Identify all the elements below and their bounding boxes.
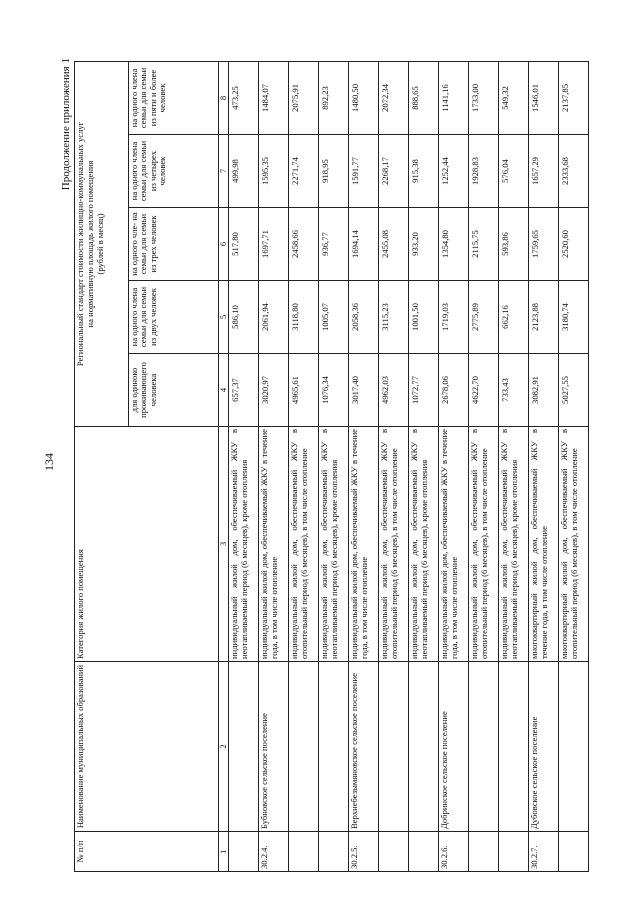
housing-cost-table [74,61,589,872]
row-value: 2061,94 [259,281,289,354]
table-row [559,61,589,871]
row-municipality: Добринское сельское поселение [439,662,469,832]
header-col4: для одиноко проживающего человека [129,354,219,427]
row-municipality [409,662,439,832]
row-value: 586,10 [229,281,259,354]
header-num: № п/п [75,832,219,872]
header-regional-line1: Региональный стандарт стоимости жилищно-коммунальных услуг [75,121,85,367]
row-number: 30.2.6. [439,832,469,872]
table-row [469,61,499,871]
row-municipality [319,662,349,832]
row-number: 30.2.5. [349,832,379,872]
row-value: 3118,80 [289,281,319,354]
table-row [289,61,319,871]
row-value: 1252,44 [439,135,469,208]
header-regional-standard [75,61,129,426]
row-municipality [559,662,589,832]
table-row [439,61,469,871]
row-category: индивидуальный жилой дом, обеспечиваемый ЖКУ в течение года, в том числе отопление [259,427,289,662]
row-municipality: Дубовское сельское поселение [529,662,559,832]
page-number: 134 [42,453,56,471]
row-value: 1694,14 [349,208,379,281]
row-municipality [289,662,319,832]
row-value: 2458,66 [289,208,319,281]
header-regional-line2: на нормативную площадь жилого помещения [84,160,95,328]
row-number: 30.2.7. [529,832,559,872]
table-row [319,61,349,871]
table-body [229,61,589,871]
row-category: индивидуальный жилой дом, обеспечиваемый ЖКУ в неотапливаемый период (6 месяцев), кроме отопления [229,427,259,662]
table-row [409,61,439,871]
row-category: индивидуальный жилой дом, обеспечиваемый ЖКУ в течение года, в том числе отопление [349,427,379,662]
row-value: 2072,34 [379,61,409,134]
header-col8: на одного члена семьи для семьи из пяти и более человек [129,61,219,134]
column-number-row [219,61,229,871]
header-regional-line3: (рублей в месяц) [94,213,105,275]
row-value: 5027,55 [559,354,589,427]
row-category: индивидуальный жилой дом, обеспечиваемый ЖКУ в отопительный период (6 месяцев), в том числе отопление [379,427,409,662]
row-value: 1076,34 [319,354,349,427]
row-value: 517,80 [229,208,259,281]
row-value: 1928,83 [469,135,499,208]
rotated-content [40,52,600,872]
row-value: 499,98 [229,135,259,208]
column-number: 3 [219,427,229,662]
row-value: 3017,40 [349,354,379,427]
row-category: индивидуальный жилой дом, обеспечиваемый ЖКУ в неотапливаемый период (6 месяцев), кроме отопления [499,427,529,662]
column-number: 7 [219,135,229,208]
row-value: 662,16 [499,281,529,354]
row-value: 4622,70 [469,354,499,427]
column-number: 5 [219,281,229,354]
row-value: 888,65 [409,61,439,134]
row-value: 3180,74 [559,281,589,354]
header-col7: на одного члена семьи для семьи из четырех человек [129,135,219,208]
row-category: индивидуальный жилой дом, обеспечиваемый ЖКУ в отопительный период (6 месяцев), в том числе отопление [289,427,319,662]
row-number [469,832,499,872]
row-category: многоквартирный жилой дом, обеспечиваемый ЖКУ в течение года, в том числе отопление [529,427,559,662]
row-municipality [229,662,259,832]
header-category: Категория жилого помещения [75,427,219,662]
column-number: 1 [219,832,229,872]
row-value: 1546,01 [529,61,559,134]
row-value: 1591,77 [349,135,379,208]
row-category: индивидуальный жилой дом, обеспечиваемый ЖКУ в неотапливаемый период (6 месяцев), кроме отопления [319,427,349,662]
row-value: 2058,36 [349,281,379,354]
row-value: 473,25 [229,61,259,134]
row-number [499,832,529,872]
row-value: 1719,03 [439,281,469,354]
row-value: 1072,77 [409,354,439,427]
row-value: 2268,17 [379,135,409,208]
row-value: 593,86 [499,208,529,281]
row-value: 1005,07 [319,281,349,354]
row-value: 892,23 [319,61,349,134]
row-value: 733,43 [499,354,529,427]
row-value: 3020,97 [259,354,289,427]
row-number [559,832,589,872]
row-value: 933,20 [409,208,439,281]
row-value: 2123,88 [529,281,559,354]
row-value: 918,95 [319,135,349,208]
row-value: 1697,71 [259,208,289,281]
row-number [409,832,439,872]
column-number: 4 [219,354,229,427]
row-number [229,832,259,872]
row-value: 2678,06 [439,354,469,427]
row-value: 4965,61 [289,354,319,427]
row-value: 3115,23 [379,281,409,354]
row-number: 30.2.4. [259,832,289,872]
table-row [529,61,559,871]
row-municipality: Бубновское сельское поселение [259,662,289,832]
row-value: 2075,91 [289,61,319,134]
row-value: 576,04 [499,135,529,208]
row-value: 3082,91 [529,354,559,427]
table-row [229,61,259,871]
row-value: 4962,03 [379,354,409,427]
row-value: 2520,60 [559,208,589,281]
row-value: 2333,68 [559,135,589,208]
row-value: 1141,16 [439,61,469,134]
row-value: 2455,08 [379,208,409,281]
table-row [349,61,379,871]
row-value: 1733,00 [469,61,499,134]
row-value: 915,38 [409,135,439,208]
row-municipality: Верхнебезымяновское сельское поселение [349,662,379,832]
row-value: 1001,50 [409,281,439,354]
row-number [319,832,349,872]
table-row [499,61,529,871]
appendix-note: Продолжение приложения 1 [60,58,72,191]
row-value: 657,37 [229,354,259,427]
row-value: 1657,29 [529,135,559,208]
row-value: 1354,80 [439,208,469,281]
row-value: 2115,75 [469,208,499,281]
column-number: 6 [219,208,229,281]
row-value: 936,77 [319,208,349,281]
row-number [379,832,409,872]
row-municipality [469,662,499,832]
row-category: многоквартирный жилой дом, обеспечиваемый ЖКУ в отопительный период (6 месяцев), в том числе отопление [559,427,589,662]
row-number [289,832,319,872]
row-value: 1484,07 [259,61,289,134]
row-municipality [379,662,409,832]
row-category: индивидуальный жилой дом, обеспечиваемый ЖКУ в течение года, в том числе отопление [439,427,469,662]
row-value: 1595,35 [259,135,289,208]
column-number: 2 [219,662,229,832]
row-municipality [499,662,529,832]
header-col5: на одного члена семьи для семьи из двух человек [129,281,219,354]
header-col6: на одного чле- на семьи для семьи из трех человек [129,208,219,281]
row-value: 1759,65 [529,208,559,281]
row-value: 1480,50 [349,61,379,134]
row-value: 2775,89 [469,281,499,354]
row-category: индивидуальный жилой дом, обеспечиваемый ЖКУ в отопительный период (6 месяцев), в том числе отопление [469,427,499,662]
row-category: индивидуальный жилой дом, обеспечиваемый ЖКУ в неотапливаемый период (6 месяцев), кроме отопления [409,427,439,662]
column-number: 8 [219,61,229,134]
row-value: 549,32 [499,61,529,134]
row-value: 2271,74 [289,135,319,208]
table-row [259,61,289,871]
table-row [379,61,409,871]
header-municipality: Наименование муниципальных образований [75,662,219,832]
row-value: 2137,85 [559,61,589,134]
